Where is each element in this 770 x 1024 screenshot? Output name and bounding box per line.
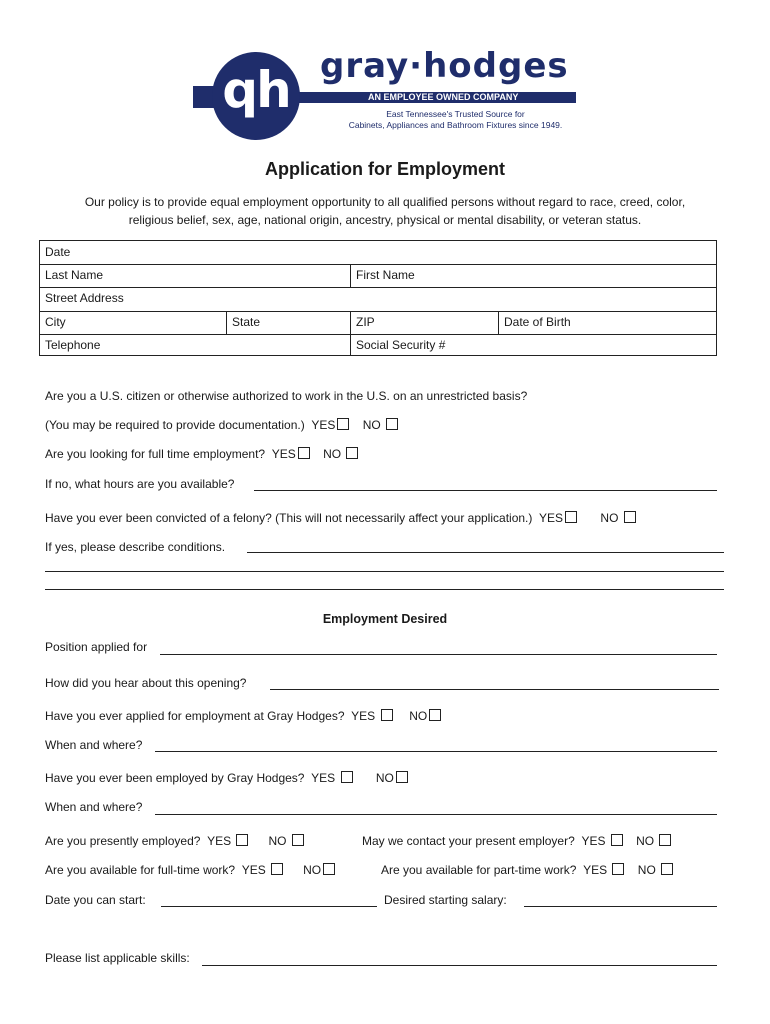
felony-label: Have you ever been convicted of a felony? (This will not necessarily affect your application.)	[45, 511, 533, 525]
date-field[interactable]: Date	[45, 245, 71, 259]
start-date-label: Date you can start:	[45, 893, 146, 907]
employed-by-yes-label: YES	[311, 771, 336, 785]
employed-when-where-input-line[interactable]	[155, 814, 717, 815]
applied-no-label: NO	[409, 709, 428, 723]
authorized-yes-checkbox[interactable]	[337, 418, 349, 430]
contact-employer-no-label: NO	[636, 834, 655, 848]
dob-field[interactable]: Date of Birth	[504, 315, 571, 329]
full-time-work-label: Are you available for full-time work?	[45, 863, 236, 877]
logo-subtitle-1: East Tennessee's Trusted Source for	[386, 109, 525, 119]
employed-by-no-checkbox[interactable]	[396, 771, 408, 783]
felony-yes-checkbox[interactable]	[565, 511, 577, 523]
authorized-yes-label: YES	[311, 418, 336, 432]
start-date-input-line[interactable]	[161, 906, 377, 907]
applied-no-checkbox[interactable]	[429, 709, 441, 721]
contact-employer-yes-checkbox[interactable]	[611, 834, 623, 846]
part-time-work-question	[381, 863, 673, 877]
part-time-work-yes-label: YES	[583, 863, 608, 877]
ssn-field[interactable]: Social Security #	[356, 338, 446, 352]
contact-employer-label: May we contact your present employer?	[362, 834, 575, 848]
full-time-work-question	[45, 863, 335, 877]
skills-input-line[interactable]	[202, 965, 717, 966]
policy-line-1: Our policy is to provide equal employment opportunity to all qualified persons without regard to race, creed, color,	[84, 195, 686, 209]
presently-employed-yes-label: YES	[207, 834, 232, 848]
logo-name: gray·hodges	[320, 46, 569, 86]
employed-when-where-label: When and where?	[45, 800, 143, 814]
conditions-label: If yes, please describe conditions.	[45, 540, 226, 554]
applied-when-where-label: When and where?	[45, 738, 143, 752]
employed-by-yes-checkbox[interactable]	[341, 771, 353, 783]
part-time-work-yes-checkbox[interactable]	[612, 863, 624, 875]
logo-tagline: AN EMPLOYEE OWNED COMPANY	[368, 92, 519, 102]
full-time-label: Are you looking for full time employment?	[45, 447, 266, 461]
full-time-work-no-checkbox[interactable]	[323, 863, 335, 875]
full-time-no-checkbox[interactable]	[346, 447, 358, 459]
full-time-work-yes-label: YES	[241, 863, 266, 877]
first-name-field[interactable]: First Name	[356, 268, 415, 282]
zip-field[interactable]: ZIP	[356, 315, 375, 329]
authorized-no-checkbox[interactable]	[386, 418, 398, 430]
authorized-no-label: NO	[362, 418, 381, 432]
salary-input-line[interactable]	[524, 906, 717, 907]
applied-when-where-input-line[interactable]	[155, 751, 717, 752]
presently-employed-yes-checkbox[interactable]	[236, 834, 248, 846]
employment-desired-heading: Employment Desired	[322, 612, 448, 626]
presently-employed-label: Are you presently employed?	[45, 834, 201, 848]
position-input-line[interactable]	[160, 654, 717, 655]
city-field[interactable]: City	[45, 315, 66, 329]
contact-employer-question	[362, 834, 671, 848]
hours-input-line[interactable]	[254, 490, 717, 491]
state-field[interactable]: State	[232, 315, 261, 329]
presently-employed-no-checkbox[interactable]	[292, 834, 304, 846]
page-title: Application for Employment	[264, 159, 505, 179]
part-time-work-label: Are you available for part-time work?	[381, 863, 577, 877]
logo-subtitle-2: Cabinets, Appliances and Bathroom Fixtures since 1949.	[348, 120, 563, 130]
part-time-work-no-label: NO	[637, 863, 656, 877]
heard-input-line[interactable]	[270, 689, 719, 690]
conditions-input-line-1[interactable]	[247, 552, 724, 553]
authorized-question: Are you a U.S. citizen or otherwise authorized to work in the U.S. on an unrestricted basis?	[45, 389, 528, 403]
policy-line-2: religious belief, sex, age, national origin, ancestry, physical or mental disability, or veteran status.	[128, 213, 642, 227]
presently-employed-no-label: NO	[268, 834, 287, 848]
position-label: Position applied for	[45, 640, 148, 654]
full-time-work-yes-checkbox[interactable]	[271, 863, 283, 875]
applicant-info-table	[39, 240, 717, 356]
presently-employed-question	[45, 834, 304, 848]
applied-yes-checkbox[interactable]	[381, 709, 393, 721]
skills-label: Please list applicable skills:	[45, 951, 190, 965]
felony-yes-label: YES	[539, 511, 564, 525]
employed-by-question	[45, 771, 408, 785]
felony-no-label: NO	[600, 511, 619, 525]
felony-question	[45, 511, 636, 525]
documentation-label: (You may be required to provide documentation.)	[45, 418, 305, 432]
employed-by-label: Have you ever been employed by Gray Hodges?	[45, 771, 305, 785]
street-address-field[interactable]: Street Address	[45, 291, 124, 305]
documentation-question	[45, 418, 398, 432]
applied-yes-label: YES	[351, 709, 376, 723]
full-time-no-label: NO	[323, 447, 342, 461]
applied-question	[45, 709, 441, 723]
last-name-field[interactable]: Last Name	[45, 268, 104, 282]
felony-no-checkbox[interactable]	[624, 511, 636, 523]
contact-employer-yes-label: YES	[581, 834, 606, 848]
contact-employer-no-checkbox[interactable]	[659, 834, 671, 846]
full-time-work-no-label: NO	[303, 863, 322, 877]
full-time-question	[45, 447, 358, 461]
full-time-yes-label: YES	[271, 447, 296, 461]
conditions-input-line-3[interactable]	[45, 589, 724, 590]
employed-by-no-label: NO	[375, 771, 394, 785]
telephone-field[interactable]: Telephone	[45, 338, 101, 352]
applied-label: Have you ever applied for employment at Gray Hodges?	[45, 709, 345, 723]
full-time-yes-checkbox[interactable]	[298, 447, 310, 459]
logo-monogram: qh	[222, 61, 290, 119]
heard-label: How did you hear about this opening?	[45, 676, 247, 690]
hours-label: If no, what hours are you available?	[45, 477, 235, 491]
salary-label: Desired starting salary:	[384, 893, 507, 907]
part-time-work-no-checkbox[interactable]	[661, 863, 673, 875]
conditions-input-line-2[interactable]	[45, 571, 724, 572]
